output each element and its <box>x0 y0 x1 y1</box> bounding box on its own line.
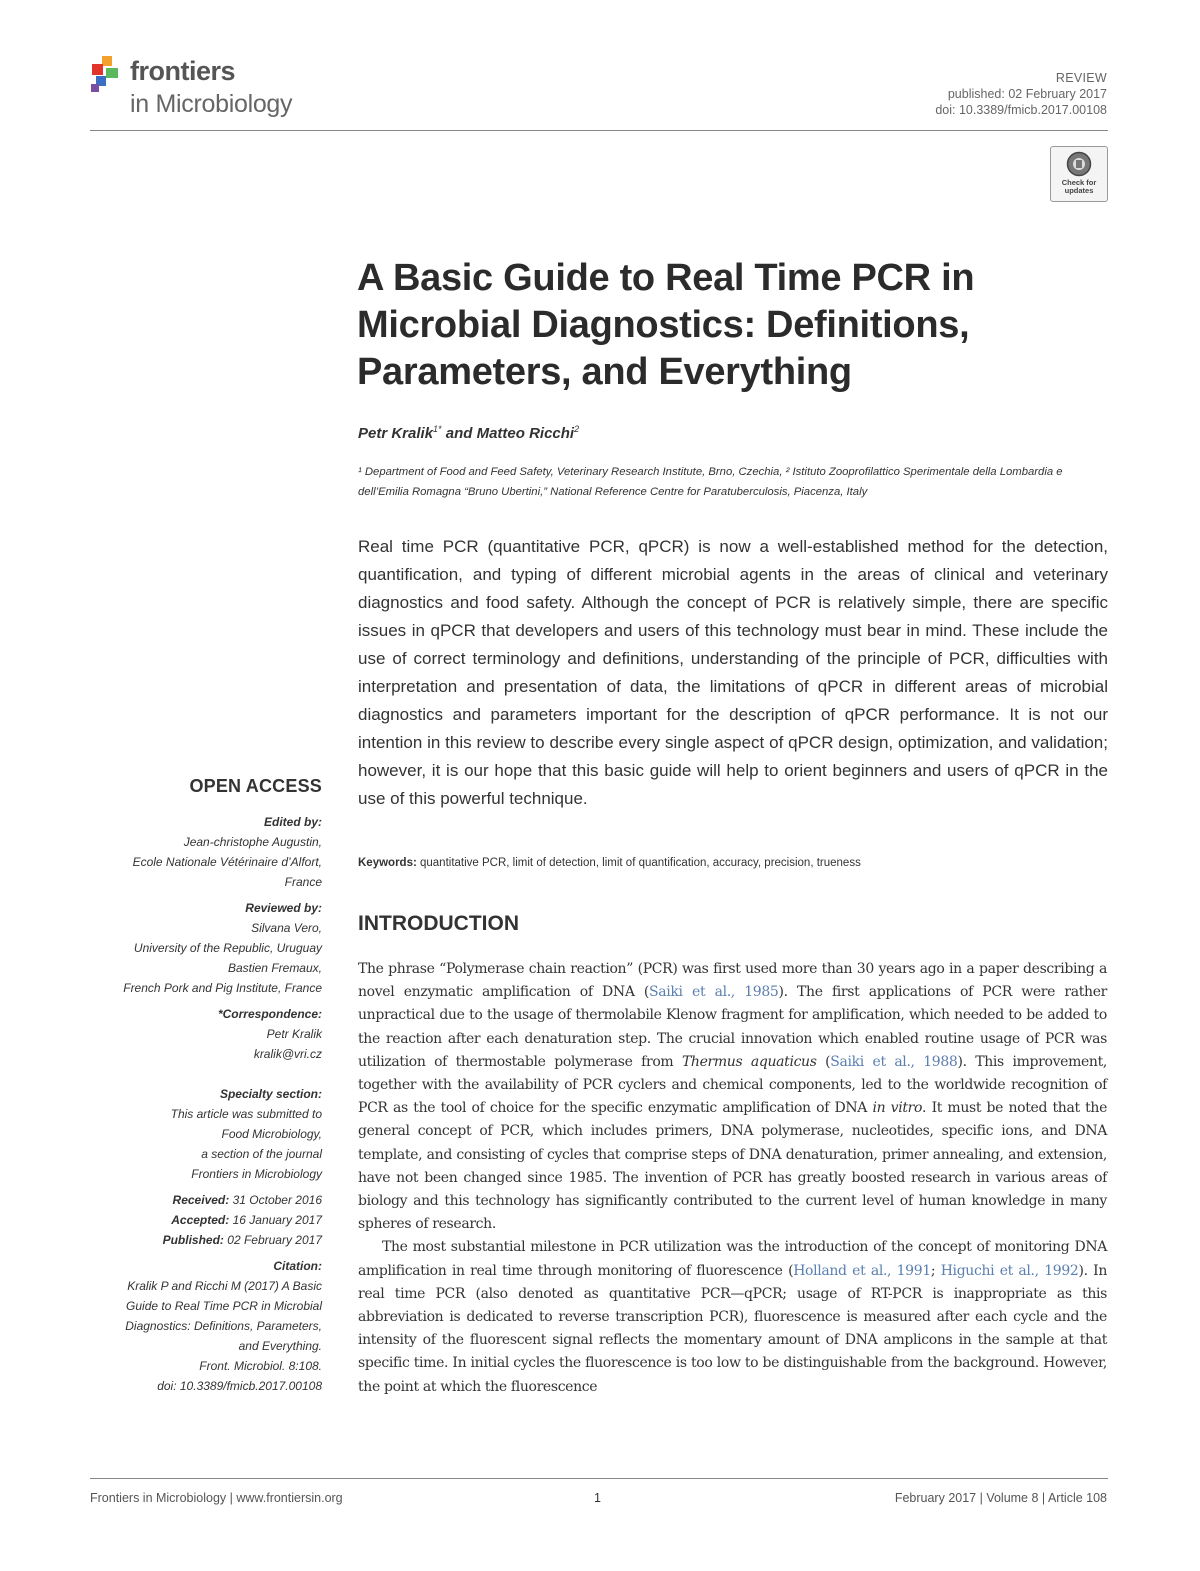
published-date: 02 February 2017 <box>227 1233 322 1247</box>
specialty-line: Food Microbiology, <box>221 1127 322 1141</box>
citation-block <box>62 1256 322 1396</box>
received-date: 31 October 2016 <box>232 1193 322 1207</box>
species-name: Thermus aquaticus <box>681 1053 817 1070</box>
doi-line[interactable]: doi: 10.3389/fmicb.2017.00108 <box>935 103 1107 117</box>
published-label: Published: <box>162 1233 224 1247</box>
author-conjunction: and <box>445 425 473 442</box>
text-run: ). In real time PCR (also denoted as quantitative PCR—qPCR; usage of RT-PCR is inappropriate as this abbreviation is dedicated to reverse transcription PCR), fluorescence is measured after each cycle and the intensity of the fluorescent signal reflects the momentary amount of DNA amplicons in the sample at that specific time. In initial cycles the fluorescence is too low to be distinguishable from the background. However, the point at which the fluorescence <box>358 1262 1107 1395</box>
received-label: Received: <box>172 1193 230 1207</box>
text-run: The phrase “Polymerase chain reaction” (PCR) was first used more than 30 years ago in a paper describing a novel enzymatic amplification of DNA ( <box>358 961 1107 1001</box>
correspondence-label: *Correspondence: <box>217 1007 322 1021</box>
correspondence-name: Petr Kralik <box>266 1027 322 1041</box>
keywords-label: Keywords: <box>358 857 417 869</box>
crossmark-icon <box>1066 151 1092 177</box>
article-meta <box>935 70 1107 118</box>
author-name[interactable]: Matteo Ricchi <box>476 425 575 442</box>
keywords-list: quantitative PCR, limit of detection, limit of quantification, accuracy, precision, trueness <box>420 857 861 869</box>
correspondence-email[interactable]: kralik@vri.cz <box>253 1047 322 1061</box>
author-superscript: 2 <box>574 424 580 434</box>
text-run: . It must be noted that the general concept of PCR, which includes primers, DNA polymerase, nucleotides, specific ions, and DNA template, and consisting of cycles that comprise steps of DNA denaturation, primer annealing, and extension, have not been changed since 1985. The invention of PCR has greatly boosted research in various areas of biology and this technology has significantly contributed to the current level of human knowledge in many spheres of research. <box>358 1100 1108 1233</box>
accepted-label: Accepted: <box>171 1213 230 1227</box>
text-run: The most substantial milestone in PCR utilization was the introduction of the concept of monitoring DNA amplification in real time through monitoring of fluorescence ( <box>358 1239 1107 1279</box>
text-run: ). This improvement, together with the availability of PCR cyclers and chemical components, led to the worldwide recognition of PCR as the tool of choice for the specific enzymatic amplification of DNA <box>358 1053 1107 1117</box>
reviewer-affiliation: University of the Republic, Uruguay <box>133 941 322 955</box>
published-date-row <box>62 1230 322 1250</box>
article-sidebar <box>62 776 322 1402</box>
text-run: ). The first applications of PCR were rather unpractical due to the usage of thermolabile Klenow fragment for amplification, which needed to be added to the reaction after each denaturation step. The crucial innovation which enabled routine usage of PCR was utilization of thermostable polymerase from <box>358 984 1107 1070</box>
edited-by-label: Edited by: <box>263 815 322 829</box>
keywords <box>358 857 1108 869</box>
specialty-line: This article was submitted to <box>170 1107 322 1121</box>
introduction-body <box>358 958 1107 1399</box>
specialty-line: Frontiers in Microbiology <box>191 1167 322 1181</box>
article-title: A Basic Guide to Real Time PCR in Microbial Diagnostics: Definitions, Parameters, and Everything <box>357 257 975 393</box>
header-divider <box>90 130 1108 131</box>
edited-by-block <box>62 812 322 892</box>
reviewer-affiliation: French Pork and Pig Institute, France <box>123 981 322 995</box>
specialty-line: a section of the journal <box>201 1147 322 1161</box>
open-access-label: OPEN ACCESS <box>189 776 322 796</box>
dates-block <box>62 1190 322 1250</box>
citation-link[interactable]: Saiki et al., 1988 <box>830 1053 958 1070</box>
editor-affiliation: Ecole Nationale Vétérinaire d’Alfort, <box>132 855 322 869</box>
citation-link[interactable]: Saiki et al., 1985 <box>649 984 779 1001</box>
journal-logo <box>88 50 328 120</box>
accepted-date-row <box>62 1210 322 1230</box>
correspondence-block <box>62 1004 322 1064</box>
affiliations: ¹ Department of Food and Feed Safety, Veterinary Research Institute, Brno, Czechia, ² Istituto Zooprofilattico Sperimentale della Lombardia e dell’Emilia Romagna “Bruno Ubertini,” National Reference Centre for Paratuberculosis, Piacenza, Italy <box>358 466 1063 498</box>
citation-doi[interactable]: doi: 10.3389/fmicb.2017.00108 <box>157 1379 322 1393</box>
editor-name: Jean-christophe Augustin, <box>183 835 322 849</box>
specialty-section-block <box>62 1084 322 1184</box>
check-for-updates-badge[interactable] <box>1050 146 1108 202</box>
text-run: ( <box>816 1053 831 1070</box>
footer-divider <box>90 1478 1108 1479</box>
paragraph <box>358 958 1107 1236</box>
logo-journal-text: in Microbiology <box>130 90 293 118</box>
citation-line: Kralik P and Ricchi M (2017) A Basic <box>127 1279 322 1293</box>
citation-link[interactable]: Holland et al., 1991 <box>793 1262 931 1279</box>
editor-country: France <box>284 875 322 889</box>
logo-brand-text: frontiers <box>130 56 236 86</box>
received-date-row <box>62 1190 322 1210</box>
citation-label: Citation: <box>273 1259 322 1273</box>
article-type: REVIEW <box>1055 71 1107 85</box>
reviewed-by-block <box>62 898 322 998</box>
published-line: published: 02 February 2017 <box>947 87 1107 101</box>
footer-issue-info: February 2017 | Volume 8 | Article 108 <box>894 1491 1107 1505</box>
text-run: ; <box>930 1262 941 1279</box>
specialty-section-label: Specialty section: <box>219 1087 322 1101</box>
author-superscript: 1* <box>433 424 442 434</box>
citation-line: Diagnostics: Definitions, Parameters, <box>125 1319 322 1333</box>
reviewer-name: Bastien Fremaux, <box>227 961 322 975</box>
page-number: 1 <box>594 1491 601 1505</box>
citation-line: Guide to Real Time PCR in Microbial <box>126 1299 322 1313</box>
citation-link[interactable]: Higuchi et al., 1992 <box>940 1262 1079 1279</box>
reviewed-by-label: Reviewed by: <box>245 901 322 915</box>
abstract: Real time PCR (quantitative PCR, qPCR) is now a well-established method for the detection, quantification, and typing of different microbial agents in the areas of clinical and veterinary diagnostics and food safety. Although the concept of PCR is relatively simple, there are specific issues in qPCR that developers and users of this technology must bear in mind. These include the use of correct terminology and definitions, understanding of the principle of PCR, difficulties with interpretation and presentation of data, the limitations of qPCR in different areas of microbial diagnostics and parameters important for the description of qPCR performance. It is not our intention in this review to describe every single aspect of qPCR design, optimization, and validation; however, it is our hope that this basic guide will help to orient beginners and users of qPCR in the use of this powerful technique. <box>358 537 1108 808</box>
frontiers-logo-icon <box>88 54 128 94</box>
check-updates-label: Check for updates <box>1061 178 1097 195</box>
paragraph <box>358 1236 1107 1398</box>
italic-term: in vitro <box>872 1100 923 1117</box>
reviewer-name: Silvana Vero, <box>251 921 322 935</box>
author-list <box>358 424 579 442</box>
footer-journal-link[interactable]: Frontiers in Microbiology | www.frontiersin.org <box>90 1491 343 1505</box>
citation-line: and Everything. <box>238 1339 322 1353</box>
author-name[interactable]: Petr Kralik <box>358 425 434 442</box>
citation-line: Front. Microbiol. 8:108. <box>199 1359 322 1373</box>
section-heading-introduction: INTRODUCTION <box>358 912 519 935</box>
accepted-date: 16 January 2017 <box>232 1213 322 1227</box>
